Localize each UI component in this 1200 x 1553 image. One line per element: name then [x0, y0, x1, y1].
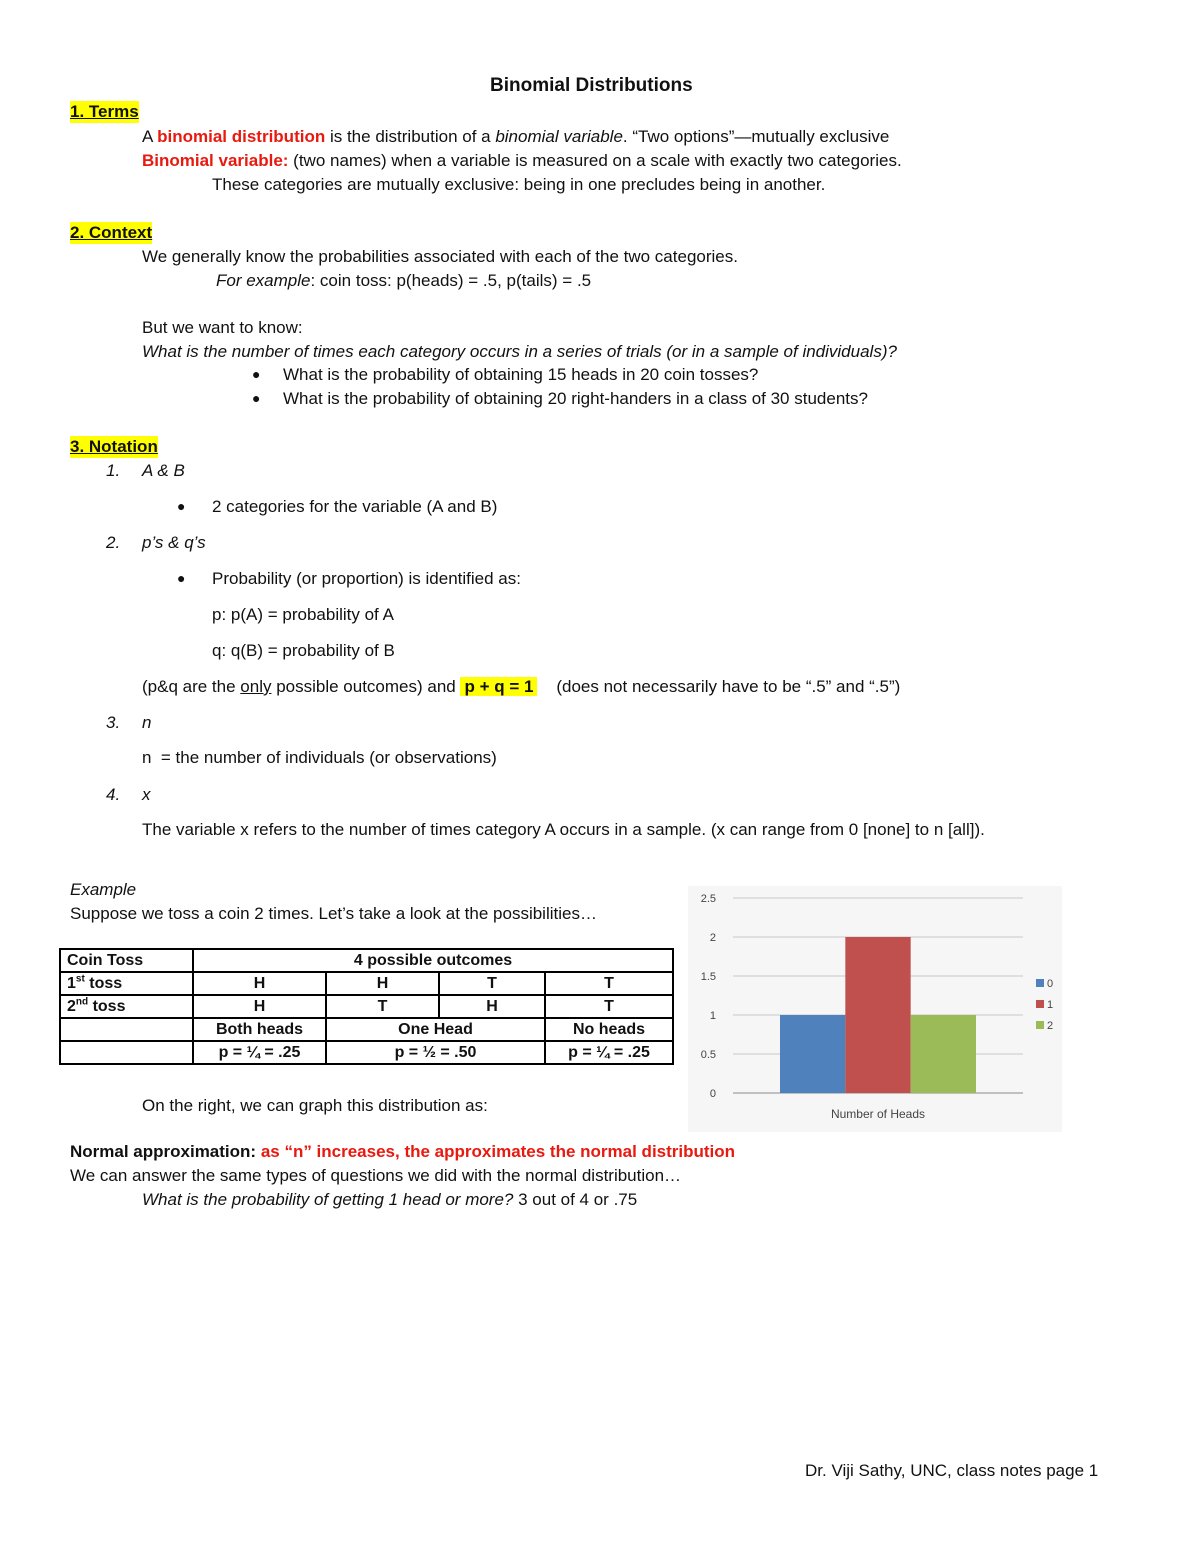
bullet-icon: ● — [177, 498, 186, 514]
table-cell: H — [193, 972, 326, 995]
coin-toss-table — [59, 948, 674, 1065]
bar-series-1 — [845, 937, 910, 1093]
legend-label: 0 — [1047, 978, 1054, 990]
normal-approx-line: Normal approximation: as “n” increases, the approximates the normal distribution — [70, 1142, 736, 1161]
context-bullet-2: What is the probability of obtaining 20 right-handers in a class of 30 students? — [283, 389, 868, 408]
table-cell: One Head — [326, 1018, 545, 1041]
heads-bar-chart — [688, 886, 1062, 1132]
y-tick-label: 1.5 — [700, 971, 716, 983]
notation-item-num: 2. — [106, 533, 121, 552]
table-row — [60, 1018, 673, 1041]
terms-line-2: Binomial variable: (two names) when a variable is measured on a scale with exactly two categories. — [142, 151, 902, 170]
table-cell — [60, 1018, 193, 1041]
table-row — [60, 972, 673, 995]
legend-swatch — [1036, 1021, 1044, 1029]
context-line-1: We generally know the probabilities associated with each of the two categories. — [142, 247, 738, 266]
legend-label: 2 — [1047, 1020, 1054, 1032]
notation-n-def: n = the number of individuals (or observations) — [142, 748, 497, 767]
y-tick-label: 2.5 — [700, 893, 716, 905]
y-tick-label: 0 — [709, 1088, 716, 1100]
context-question: What is the number of times each category occurs in a series of trials (or in a sample of individuals)? — [142, 342, 897, 361]
pq-sum-highlight: p + q = 1 — [460, 677, 537, 696]
legend-swatch — [1036, 1000, 1044, 1008]
table-row — [60, 1041, 673, 1064]
table-row — [60, 995, 673, 1018]
table-header-cell: 4 possible outcomes — [193, 949, 673, 972]
notation-item-num: 3. — [106, 713, 121, 732]
notation-q-line: q: q(B) = probability of B — [212, 641, 395, 660]
notation-pq-note: (p&q are the only possible outcomes) and p + q = 1 (does not necessarily have to be “.5” and “.5”) — [142, 677, 901, 696]
bullet-icon: ● — [177, 570, 186, 586]
y-tick-label: 0.5 — [700, 1049, 716, 1061]
normal-approx-emphasis: as “n” increases, the approximates the normal distribution — [260, 1142, 736, 1161]
table-cell: No heads — [545, 1018, 673, 1041]
context-heading: 2. Context — [70, 223, 153, 242]
notation-item-label: n — [142, 713, 152, 732]
notation-heading: 3. Notation — [70, 437, 158, 456]
terms-heading: 1. Terms — [70, 102, 139, 121]
legend-swatch — [1036, 979, 1044, 987]
table-cell: T — [545, 972, 673, 995]
table-row-label: 2nd toss — [60, 995, 193, 1018]
notation-item-num: 4. — [106, 785, 121, 804]
context-example: For example: coin toss: p(heads) = .5, p(tails) = .5 — [216, 271, 592, 290]
x-axis-label: Number of Heads — [830, 1107, 926, 1121]
page-footer: Dr. Viji Sathy, UNC, class notes page 1 — [805, 1461, 1099, 1480]
bullet-icon: ● — [252, 390, 261, 406]
table-cell: p = ¼ = .25 — [193, 1041, 326, 1064]
table-row-label: 1st toss — [60, 972, 193, 995]
binomial-variable-term: Binomial variable: — [142, 151, 289, 170]
context-want: But we want to know: — [142, 318, 303, 337]
table-cell: p = ½ = .50 — [326, 1041, 545, 1064]
normal-line-2: We can answer the same types of questions we did with the normal distribution… — [70, 1166, 682, 1185]
table-header-cell: Coin Toss — [60, 949, 193, 972]
y-tick-label: 1 — [709, 1010, 716, 1022]
table-cell: H — [193, 995, 326, 1018]
terms-line-3: These categories are mutually exclusive: being in one precludes being in another. — [212, 175, 826, 194]
binomial-distribution-term: binomial distribution — [157, 127, 326, 146]
notation-item-num: 1. — [106, 461, 121, 480]
page-title: Binomial Distributions — [490, 75, 693, 96]
terms-line-1: A binomial distribution is the distribution of a binomial variable. “Two options”—mutually exclusive — [142, 127, 890, 146]
bar-chart-svg — [688, 886, 1062, 1132]
table-row — [60, 949, 673, 972]
y-tick-label: 2 — [709, 932, 716, 944]
table-cell: H — [439, 995, 545, 1018]
context-bullet-1: What is the probability of obtaining 15 heads in 20 coin tosses? — [283, 365, 759, 384]
bar-series-0 — [780, 1015, 845, 1093]
notation-item-label: p’s & q’s — [142, 533, 206, 552]
table-cell: T — [326, 995, 439, 1018]
legend-label: 1 — [1047, 999, 1054, 1011]
notation-ab-bullet: 2 categories for the variable (A and B) — [212, 497, 498, 516]
notation-p-line: p: p(A) = probability of A — [212, 605, 394, 624]
notation-item-label: A & B — [142, 461, 185, 480]
bullet-icon: ● — [252, 366, 261, 382]
notation-pq-bullet: Probability (or proportion) is identified as: — [212, 569, 521, 588]
table-cell: T — [545, 995, 673, 1018]
example-label: Example — [70, 880, 137, 899]
table-cell: H — [326, 972, 439, 995]
notation-x-def: The variable x refers to the number of times category A occurs in a sample. (x can range from 0 [none] to n [all]). — [142, 820, 985, 839]
table-cell: T — [439, 972, 545, 995]
bar-series-2 — [911, 1015, 976, 1093]
table-cell: p = ¼ = .25 — [545, 1041, 673, 1064]
notation-item-label: x — [142, 785, 151, 804]
example-graph-note: On the right, we can graph this distribution as: — [142, 1096, 488, 1115]
table-cell — [60, 1041, 193, 1064]
example-intro: Suppose we toss a coin 2 times. Let’s take a look at the possibilities… — [70, 904, 597, 923]
normal-question: What is the probability of getting 1 head or more? 3 out of 4 or .75 — [142, 1190, 638, 1209]
table-cell: Both heads — [193, 1018, 326, 1041]
